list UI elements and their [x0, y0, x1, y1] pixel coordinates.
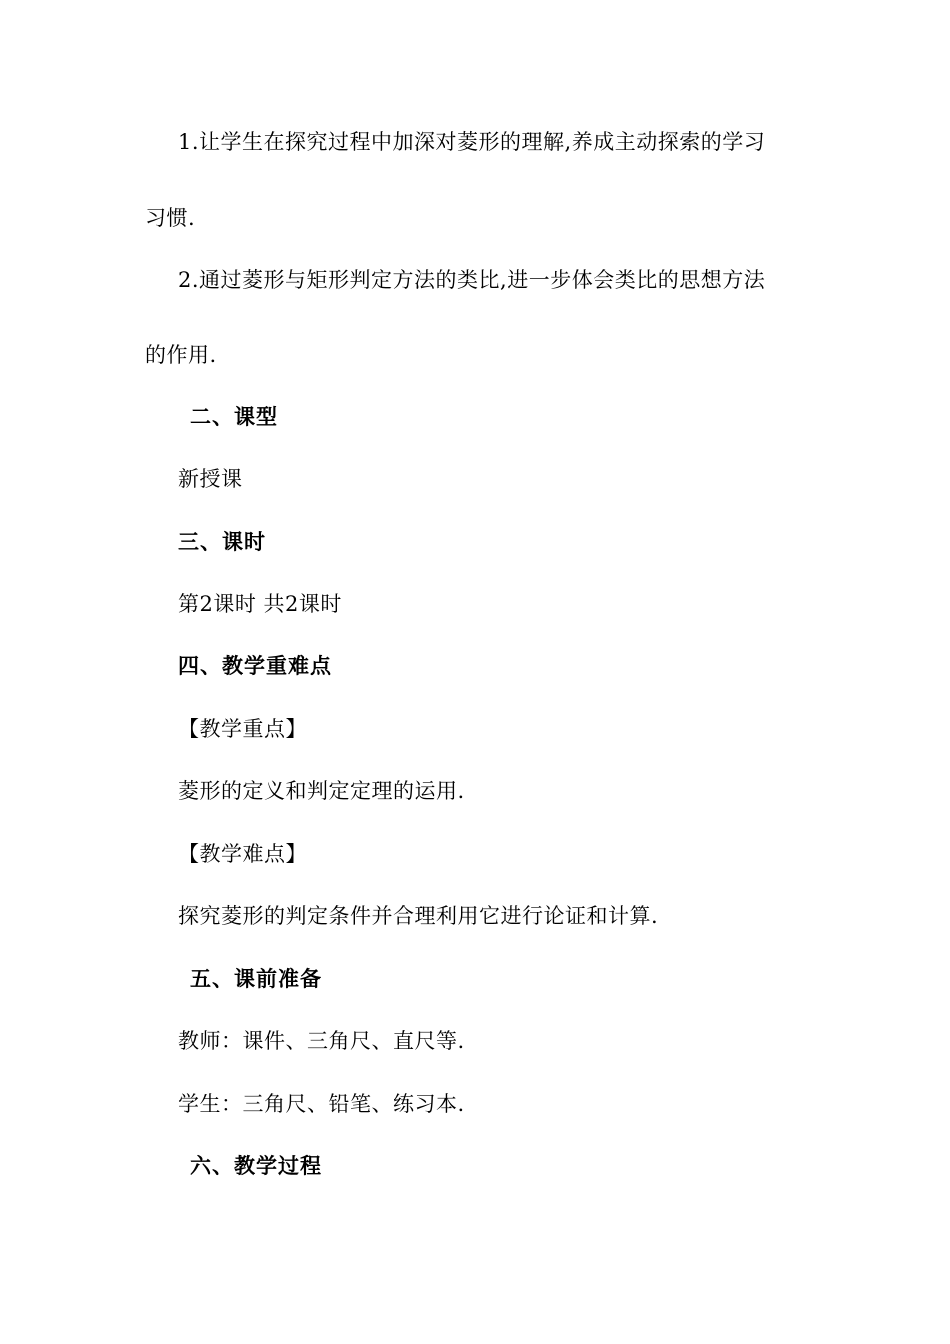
focus-label: 【教学重点】: [178, 717, 307, 741]
focus-content: 菱形的定义和判定定理的运用.: [178, 779, 465, 803]
objective-2-line-1: 2.通过菱形与矩形判定方法的类比,进一步体会类比的思想方法: [178, 268, 766, 292]
section-heading-key-points: 四、教学重难点: [178, 654, 332, 678]
lesson-type-content: 新授课: [178, 467, 243, 491]
section-heading-teaching-process: 六、教学过程: [190, 1154, 322, 1178]
objective-1-line-2: 习惯.: [145, 206, 196, 230]
student-preparation: 学生：三角尺、铅笔、练习本.: [178, 1092, 465, 1116]
teacher-preparation: 教师：课件、三角尺、直尺等.: [178, 1029, 465, 1053]
difficulty-content: 探究菱形的判定条件并合理利用它进行论证和计算.: [178, 904, 659, 928]
objective-2-line-2: 的作用.: [145, 343, 217, 367]
section-heading-lesson-type: 二、课型: [190, 405, 278, 429]
objective-1-line-1: 1.让学生在探究过程中加深对菱形的理解,养成主动探索的学习: [178, 130, 766, 154]
class-hours-content: 第2课时 共2课时: [178, 592, 342, 616]
section-heading-preparation: 五、课前准备: [190, 967, 322, 991]
section-heading-class-hours: 三、课时: [178, 530, 266, 554]
difficulty-label: 【教学难点】: [178, 842, 307, 866]
